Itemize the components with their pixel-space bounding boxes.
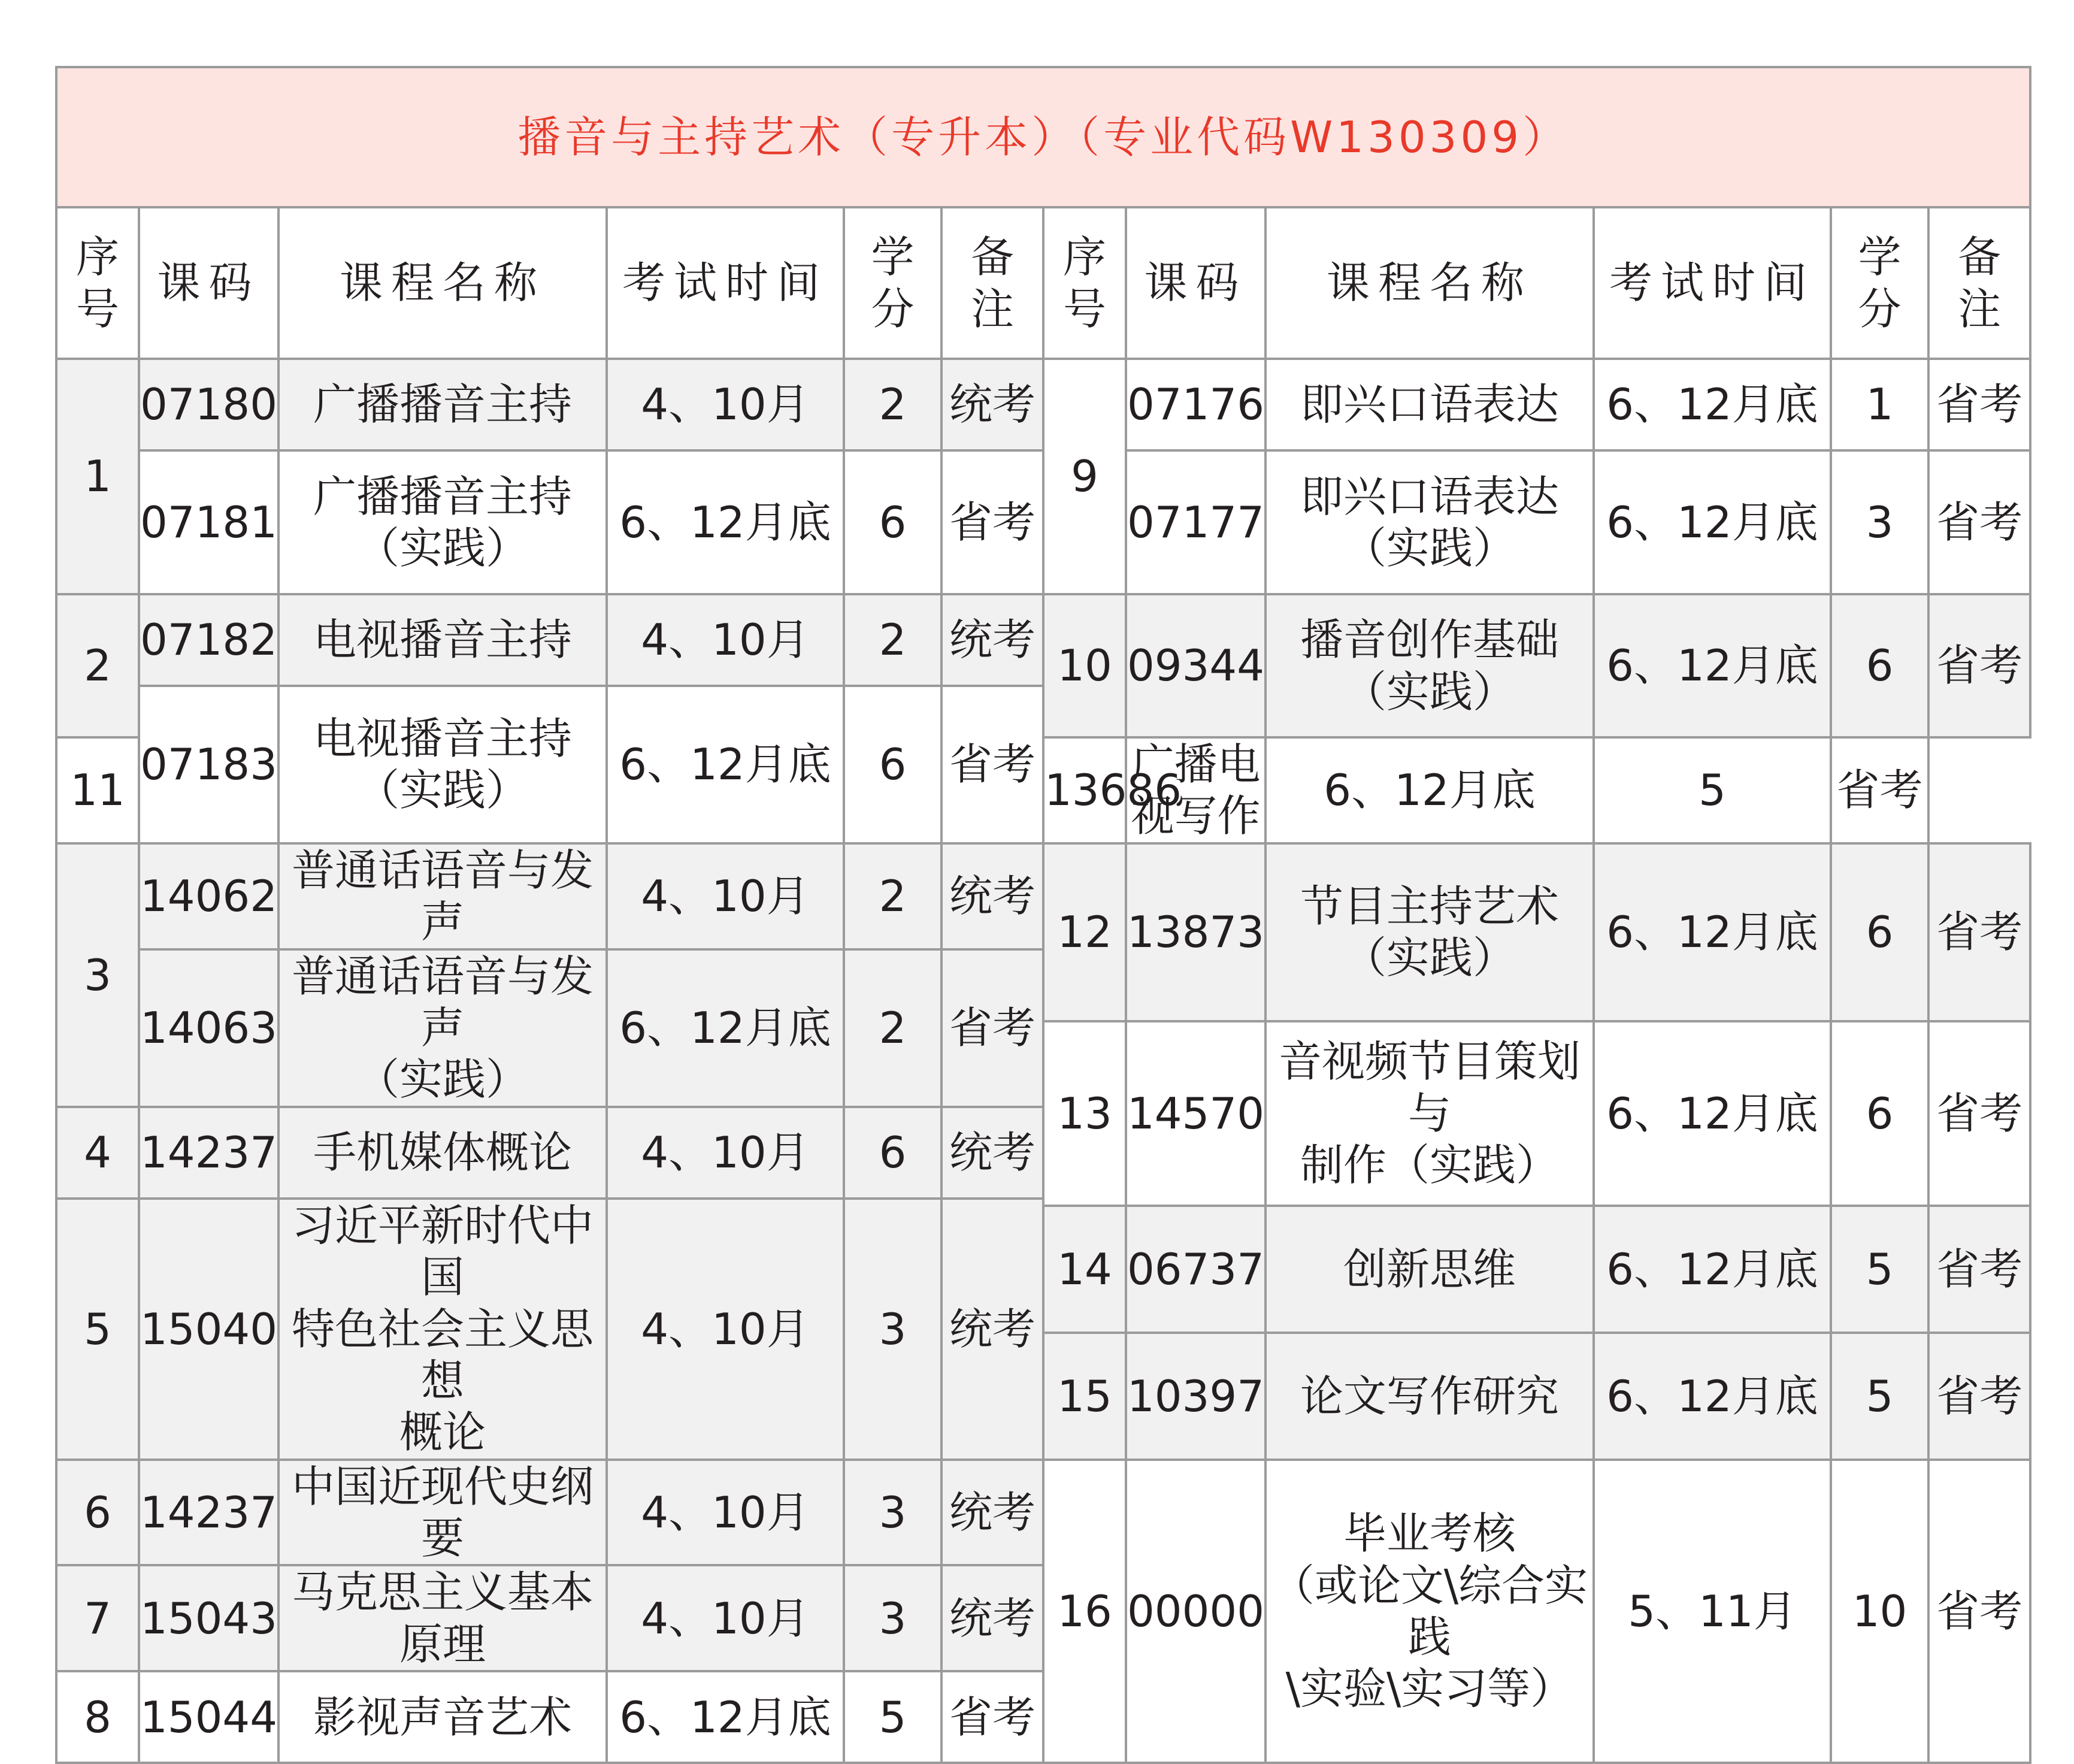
table-row xyxy=(56,359,2030,450)
code-cell: 14062 xyxy=(139,843,278,949)
name-cell: 即兴口语表达 xyxy=(1265,359,1594,450)
time-cell: 4、10月 xyxy=(607,1107,844,1199)
note-cell: 省考 xyxy=(1928,1206,2030,1333)
time-cell: 6、12月底 xyxy=(1265,737,1594,843)
credit-cell: 3 xyxy=(844,1199,941,1460)
credit-cell: 2 xyxy=(844,843,941,949)
seq-cell: 5 xyxy=(56,1199,139,1460)
seq-cell: 15 xyxy=(1043,1333,1126,1460)
code-cell: 13873 xyxy=(1126,843,1265,1021)
time-cell: 6、12月底 xyxy=(1594,359,1831,450)
time-cell: 4、10月 xyxy=(607,1199,844,1460)
note-cell: 省考 xyxy=(1928,1460,2030,1763)
time-cell: 6、12月底 xyxy=(1594,450,1831,594)
note-cell: 统考 xyxy=(941,1199,1043,1460)
note-cell: 省考 xyxy=(941,949,1043,1107)
credit-cell: 10 xyxy=(1831,1460,1928,1763)
time-cell: 4、10月 xyxy=(607,1460,844,1566)
seq-cell: 2 xyxy=(56,594,139,737)
code-cell: 15040 xyxy=(139,1199,278,1460)
credit-cell: 3 xyxy=(844,1460,941,1566)
name-cell: 广播播音主持 （实践） xyxy=(278,450,607,594)
time-cell: 4、10月 xyxy=(607,359,844,450)
code-cell: 14237 xyxy=(139,1107,278,1199)
time-cell: 6、12月底 xyxy=(607,1671,844,1763)
seq-cell: 3 xyxy=(56,843,139,1107)
seq-cell: 9 xyxy=(1043,359,1126,594)
name-cell: 中国近现代史纲要 xyxy=(278,1460,607,1566)
credit-cell: 6 xyxy=(844,1107,941,1199)
table-header-row xyxy=(56,207,2030,359)
table-title: 播音与主持艺术（专升本）（专业代码W130309） xyxy=(56,67,2030,207)
code-cell: 07180 xyxy=(139,359,278,450)
credit-cell: 5 xyxy=(844,1671,941,1763)
code-cell: 10397 xyxy=(1126,1333,1265,1460)
time-cell: 5、11月 xyxy=(1594,1460,1831,1763)
course-table-frame xyxy=(55,66,2029,1742)
credit-cell: 6 xyxy=(844,686,941,843)
credit-cell: 2 xyxy=(844,359,941,450)
time-cell: 4、10月 xyxy=(607,594,844,686)
name-cell: 普通话语音与发声 （实践） xyxy=(278,949,607,1107)
table-row xyxy=(56,1460,2030,1566)
code-cell: 15044 xyxy=(139,1671,278,1763)
credit-cell: 5 xyxy=(1831,1206,1928,1333)
name-cell: 马克思主义基本原理 xyxy=(278,1565,607,1671)
credit-cell: 6 xyxy=(844,450,941,594)
name-cell: 手机媒体概论 xyxy=(278,1107,607,1199)
header-note: 备 注 xyxy=(941,207,1043,359)
name-cell: 毕业考核 （或论文\综合实践 \实验\实习等） xyxy=(1265,1460,1594,1763)
note-cell: 省考 xyxy=(1928,450,2030,594)
credit-cell: 5 xyxy=(1594,737,1831,843)
time-cell: 6、12月底 xyxy=(607,686,844,843)
code-cell: 07181 xyxy=(139,450,278,594)
name-cell: 创新思维 xyxy=(1265,1206,1594,1333)
code-cell: 14570 xyxy=(1126,1021,1265,1206)
code-cell: 07182 xyxy=(139,594,278,686)
time-cell: 6、12月底 xyxy=(1594,1333,1831,1460)
credit-cell: 6 xyxy=(1831,843,1928,1021)
seq-cell: 6 xyxy=(56,1460,139,1566)
code-cell: 15043 xyxy=(139,1565,278,1671)
note-cell: 省考 xyxy=(941,686,1043,843)
time-cell: 4、10月 xyxy=(607,1565,844,1671)
header-seq: 序 号 xyxy=(56,207,139,359)
name-cell: 电视播音主持 xyxy=(278,594,607,686)
time-cell: 6、12月底 xyxy=(1594,1021,1831,1206)
name-cell: 普通话语音与发声 xyxy=(278,843,607,949)
credit-cell: 2 xyxy=(844,949,941,1107)
code-cell: 14237 xyxy=(139,1460,278,1566)
note-cell: 省考 xyxy=(1928,1333,2030,1460)
credit-cell: 6 xyxy=(1831,1021,1928,1206)
credit-cell: 1 xyxy=(1831,359,1928,450)
code-cell: 14063 xyxy=(139,949,278,1107)
note-cell: 省考 xyxy=(1928,594,2030,737)
table-row xyxy=(56,594,2030,686)
note-cell: 统考 xyxy=(941,1565,1043,1671)
code-cell: 07183 xyxy=(139,686,278,843)
code-cell: 06737 xyxy=(1126,1206,1265,1333)
seq-cell: 8 xyxy=(56,1671,139,1763)
time-cell: 6、12月底 xyxy=(1594,843,1831,1021)
header-name: 课程名称 xyxy=(1265,207,1594,359)
header-seq: 序 号 xyxy=(1043,207,1126,359)
header-note: 备 注 xyxy=(1928,207,2030,359)
time-cell: 6、12月底 xyxy=(607,450,844,594)
note-cell: 统考 xyxy=(941,843,1043,949)
table-row xyxy=(56,843,2030,949)
code-cell: 07176 xyxy=(1126,359,1265,450)
credit-cell: 5 xyxy=(1831,1333,1928,1460)
header-time: 考试时间 xyxy=(1594,207,1831,359)
seq-cell: 7 xyxy=(56,1565,139,1671)
name-cell: 播音创作基础 （实践） xyxy=(1265,594,1594,737)
note-cell: 省考 xyxy=(1831,737,1928,843)
name-cell: 论文写作研究 xyxy=(1265,1333,1594,1460)
note-cell: 统考 xyxy=(941,1107,1043,1199)
note-cell: 省考 xyxy=(941,450,1043,594)
credit-cell: 3 xyxy=(1831,450,1928,594)
header-credit: 学 分 xyxy=(1831,207,1928,359)
note-cell: 统考 xyxy=(941,359,1043,450)
name-cell: 节目主持艺术 （实践） xyxy=(1265,843,1594,1021)
note-cell: 省考 xyxy=(1928,359,2030,450)
time-cell: 6、12月底 xyxy=(1594,1206,1831,1333)
header-name: 课程名称 xyxy=(278,207,607,359)
name-cell: 广播电视写作 xyxy=(1126,737,1265,843)
note-cell: 省考 xyxy=(1928,843,2030,1021)
credit-cell: 6 xyxy=(1831,594,1928,737)
header-credit: 学 分 xyxy=(844,207,941,359)
note-cell: 统考 xyxy=(941,1460,1043,1566)
note-cell: 省考 xyxy=(941,1671,1043,1763)
time-cell: 4、10月 xyxy=(607,843,844,949)
credit-cell: 3 xyxy=(844,1565,941,1671)
seq-cell: 11 xyxy=(56,737,139,843)
note-cell: 省考 xyxy=(1928,1021,2030,1206)
header-time: 考试时间 xyxy=(607,207,844,359)
code-cell: 07177 xyxy=(1126,450,1265,594)
name-cell: 即兴口语表达 （实践） xyxy=(1265,450,1594,594)
seq-cell: 16 xyxy=(1043,1460,1126,1763)
name-cell: 影视声音艺术 xyxy=(278,1671,607,1763)
code-cell: 13686 xyxy=(1043,737,1126,843)
header-code: 课码 xyxy=(1126,207,1265,359)
name-cell: 音视频节目策划与 制作（实践） xyxy=(1265,1021,1594,1206)
time-cell: 6、12月底 xyxy=(607,949,844,1107)
name-cell: 习近平新时代中国 特色社会主义思想 概论 xyxy=(278,1199,607,1460)
code-cell: 00000 xyxy=(1126,1460,1265,1763)
course-table xyxy=(55,66,2031,1764)
seq-cell: 14 xyxy=(1043,1206,1126,1333)
time-cell: 6、12月底 xyxy=(1594,594,1831,737)
note-cell: 统考 xyxy=(941,594,1043,686)
seq-cell: 1 xyxy=(56,359,139,594)
name-cell: 电视播音主持 （实践） xyxy=(278,686,607,843)
seq-cell: 13 xyxy=(1043,1021,1126,1206)
credit-cell: 2 xyxy=(844,594,941,686)
header-code: 课码 xyxy=(139,207,278,359)
name-cell: 广播播音主持 xyxy=(278,359,607,450)
seq-cell: 4 xyxy=(56,1107,139,1199)
seq-cell: 10 xyxy=(1043,594,1126,737)
seq-cell: 12 xyxy=(1043,843,1126,1021)
code-cell: 09344 xyxy=(1126,594,1265,737)
